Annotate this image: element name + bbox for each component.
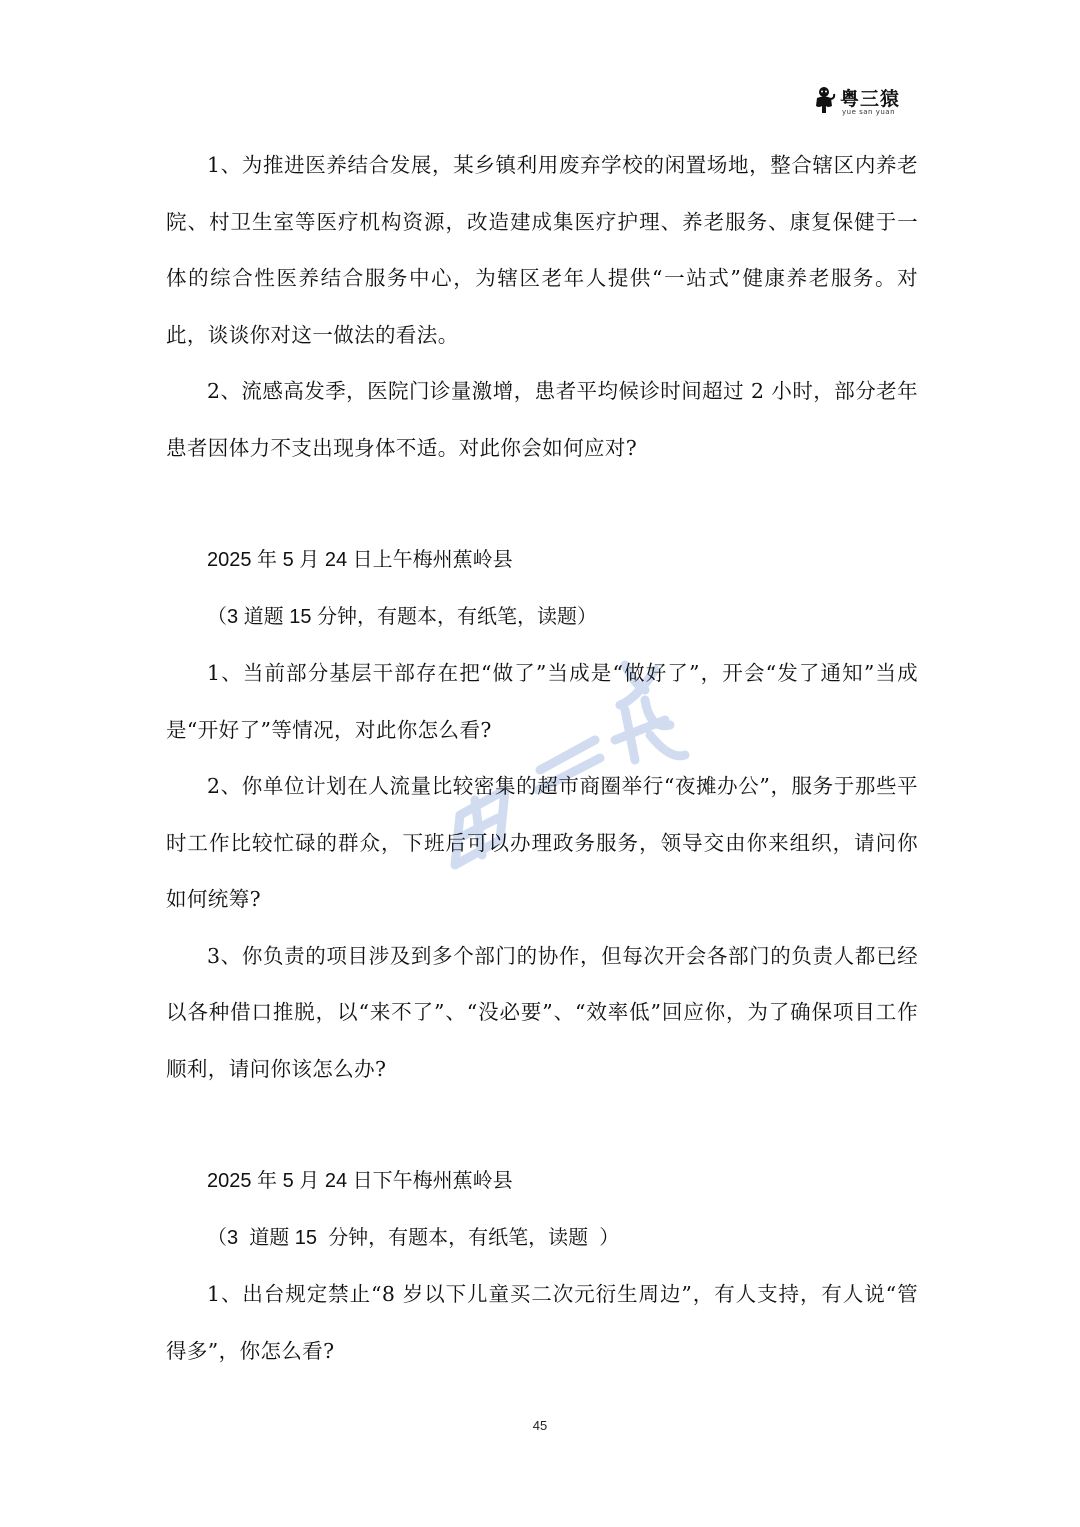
section-heading: 2025 年 5 月 24 日上午梅州蕉岭县 (207, 549, 513, 571)
question-paragraph: 2、你单位计划在人流量比较密集的超市商圈举行“夜摊办公”，服务于那些平时工作比较忙碌的群众，下班后可以办理政务服务，领导交由你来组织，请问你如何统筹? (166, 774, 918, 911)
section-spacer (166, 1097, 918, 1153)
question-paragraph: 1、出台规定禁止“8 岁以下儿童买二次元衍生周边”，有人支持，有人说“管得多”，你怎么看? (166, 1282, 918, 1363)
question-group-2 (166, 532, 918, 1097)
document-body (166, 137, 918, 1379)
section-note: （3 道题 15 分钟，有题本，有纸笔，读题 ） (207, 1226, 620, 1249)
question-group-3 (166, 1153, 918, 1379)
section-note: （3 道题 15 分钟，有题本，有纸笔，读题） (207, 605, 598, 628)
header-logo (812, 84, 912, 120)
question-paragraph: 2、流感高发季，医院门诊量激增，患者平均候诊时间超过 2 小时，部分老年患者因体力不支出现身体不适。对此你会如何应对? (166, 379, 918, 460)
question-group-1 (166, 137, 918, 476)
monkey-logo-icon (812, 86, 836, 114)
page-number: 45 (532, 1418, 548, 1433)
logo-pinyin-name: yue san yuan (842, 108, 896, 116)
section-spacer (166, 476, 918, 532)
section-heading: 2025 年 5 月 24 日下午梅州蕉岭县 (207, 1170, 513, 1192)
question-paragraph: 1、为推进医养结合发展，某乡镇利用废弃学校的闲置场地，整合辖区内养老院、村卫生室等医疗机构资源，改造建成集医疗护理、养老服务、康复保健于一体的综合性医养结合服务中心，为辖区老年人提供“一站式”健康养老服务。对此，谈谈你对这一做法的看法。 (166, 153, 918, 347)
logo-chinese-name: 粤三猿 (840, 88, 901, 110)
question-paragraph: 3、你负责的项目涉及到多个部门的协作，但每次开会各部门的负责人都已经以各种借口推脱，以“来不了”、“没必要”、“效率低”回应你，为了确保项目工作顺利，请问你该怎么办? (166, 943, 918, 1081)
question-paragraph: 1、当前部分基层干部存在把“做了”当成是“做好了”，开会“发了通知”当成是“开好了”等情况，对此你怎么看? (166, 661, 918, 742)
